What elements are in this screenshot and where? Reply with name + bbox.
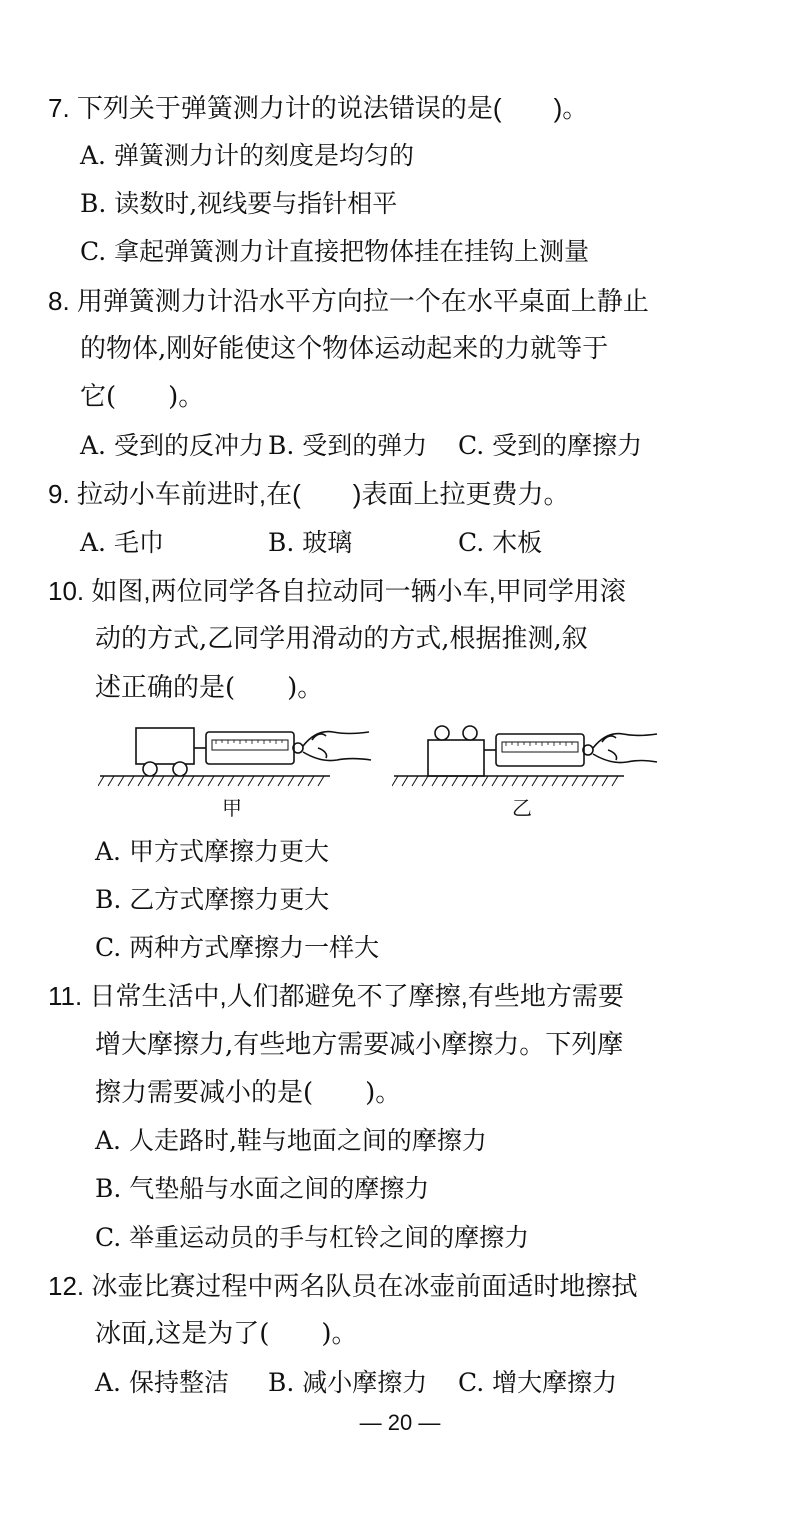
cart-body-flipped — [428, 740, 484, 776]
q7-option-c: C. 拿起弹簧测力计直接把物体挂在挂钩上测量 — [80, 237, 590, 266]
figure-caption-right: 乙 — [512, 796, 532, 820]
cart-wheel-right — [463, 726, 477, 740]
q10-option-a: A. 甲方式摩擦力更大 — [95, 837, 329, 866]
q11-option-b: B. 气垫船与水面之间的摩擦力 — [95, 1174, 430, 1203]
q9-stem: 9. 拉动小车前进时,在( )表面上拉更费力。 — [48, 479, 570, 509]
figure-caption-left: 甲 — [222, 796, 242, 820]
hand-sketch — [593, 734, 657, 763]
q10-stem-line2: 动的方式,乙同学用滑动的方式,根据推测,叙 — [95, 624, 588, 654]
q11-option-c: C. 举重运动员的手与杠铃之间的摩擦力 — [95, 1223, 530, 1252]
q9-option-b: B. 玻璃 — [268, 528, 353, 557]
q12-option-b: B. 减小摩擦力 — [268, 1368, 428, 1397]
spring-scale-body — [206, 732, 294, 764]
ground-hatching — [98, 776, 324, 786]
q11-option-a: A. 人走路时,鞋与地面之间的摩擦力 — [95, 1126, 487, 1155]
q8-stem-line3: 它( )。 — [80, 382, 205, 412]
q11-stem-line3: 擦力需要减小的是( )。 — [95, 1078, 402, 1108]
q9-option-c: C. 木板 — [458, 528, 543, 557]
q9-option-a: A. 毛巾 — [80, 528, 164, 557]
spring-scale-window — [502, 742, 578, 752]
q10-option-c: C. 两种方式摩擦力一样大 — [95, 933, 380, 962]
q10-stem-line1: 10. 如图,两位同学各自拉动同一辆小车,甲同学用滚 — [48, 576, 626, 606]
cart-body — [136, 728, 194, 764]
q12-option-a: A. 保持整洁 — [95, 1368, 229, 1397]
spring-scale-body — [496, 734, 584, 766]
q8-stem-line1: 8. 用弹簧测力计沿水平方向拉一个在水平桌面上静止 — [48, 286, 649, 316]
q8-option-b: B. 受到的弹力 — [268, 431, 428, 460]
q7-option-a: A. 弹簧测力计的刻度是均匀的 — [80, 141, 414, 170]
q7-option-b: B. 读数时,视线要与指针相平 — [80, 189, 398, 218]
spring-scale-ticks — [506, 742, 572, 746]
q11-stem-line1: 11. 日常生活中,人们都避免不了摩擦,有些地方需要 — [48, 981, 624, 1011]
q11-stem-line2: 增大摩擦力,有些地方需要减小摩擦力。下列摩 — [95, 1030, 624, 1060]
figure-sliding-cart — [392, 718, 662, 792]
q12-option-c: C. 增大摩擦力 — [458, 1368, 618, 1397]
q10-stem-line3: 述正确的是( )。 — [95, 673, 324, 703]
page-number: — 20 — — [359, 1410, 441, 1435]
cart-wheel-left — [435, 726, 449, 740]
spring-scale-window — [212, 740, 288, 750]
spring-scale-ticks — [216, 740, 282, 744]
hand-sketch — [303, 732, 371, 761]
cart-wheel-left — [143, 762, 157, 776]
q12-stem-line2: 冰面,这是为了( )。 — [95, 1319, 358, 1349]
q10-option-b: B. 乙方式摩擦力更大 — [95, 885, 330, 914]
q7-stem: 7. 下列关于弹簧测力计的说法错误的是( )。 — [48, 93, 589, 123]
cart-wheel-right — [173, 762, 187, 776]
ground-hatching — [392, 776, 618, 786]
q8-stem-line2: 的物体,刚好能使这个物体运动起来的力就等于 — [80, 334, 609, 364]
q12-stem-line1: 12. 冰壶比赛过程中两名队员在冰壶前面适时地擦拭 — [48, 1271, 638, 1301]
q8-option-c: C. 受到的摩擦力 — [458, 431, 643, 460]
q8-option-a: A. 受到的反冲力 — [80, 431, 264, 460]
figure-rolling-cart — [98, 718, 378, 792]
